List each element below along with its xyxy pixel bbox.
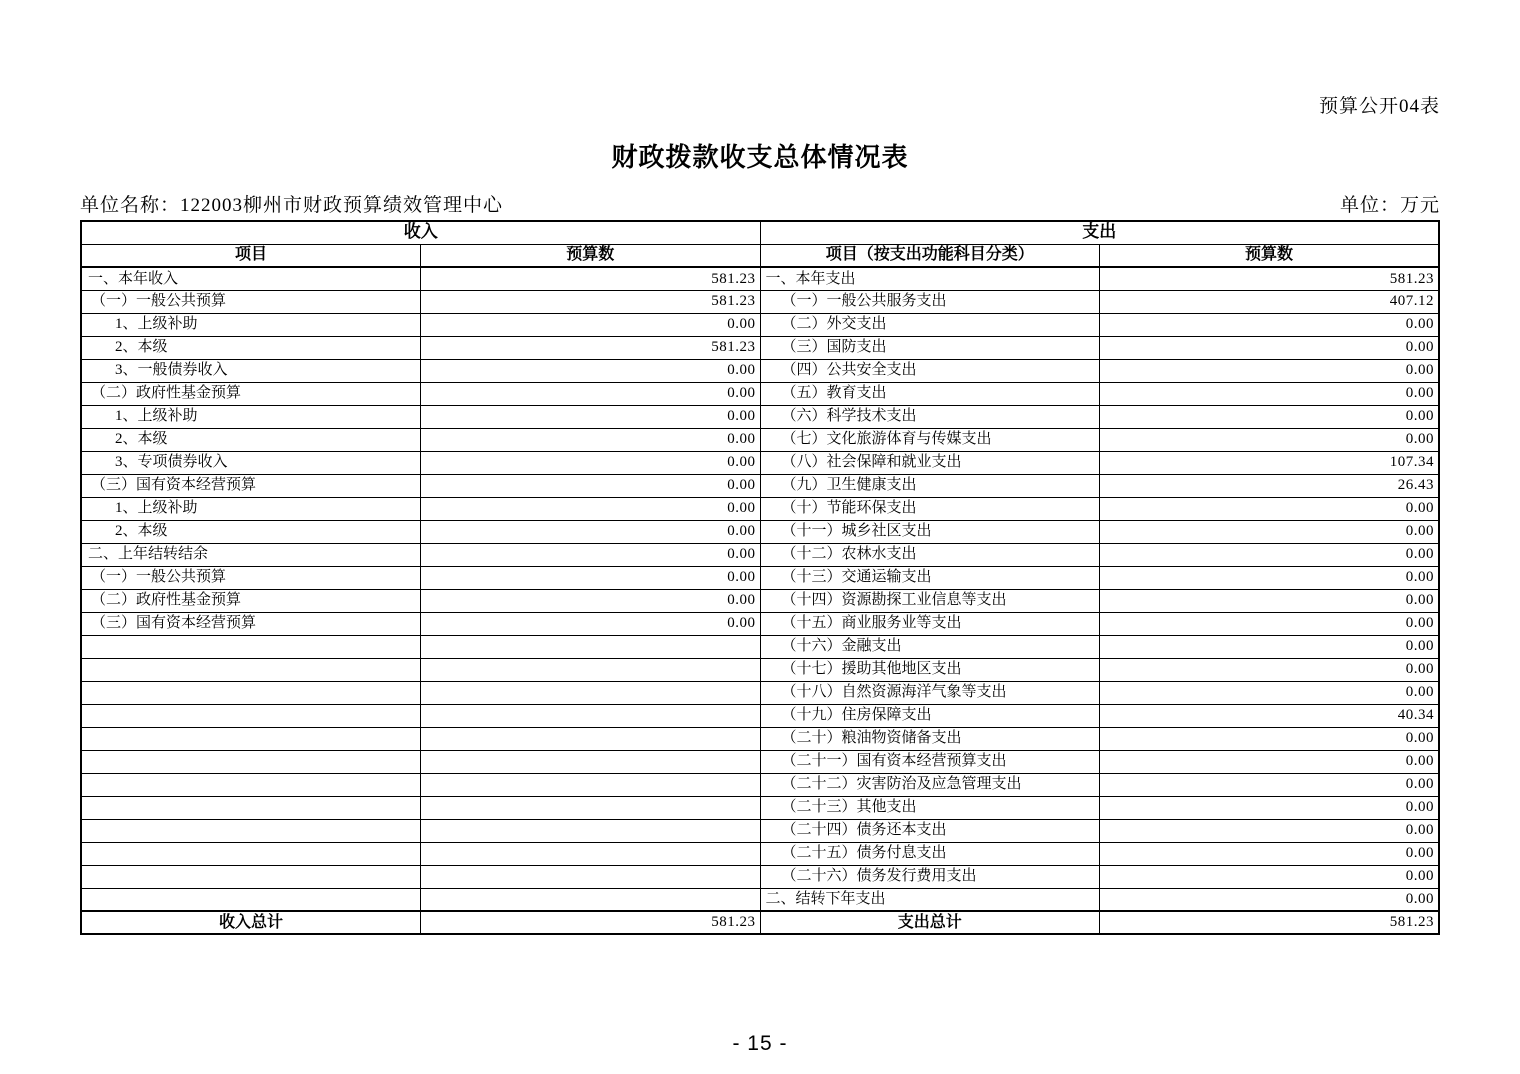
table-row bbox=[81, 474, 1439, 497]
expenditure-item-cell: （十四）资源勘探工业信息等支出 bbox=[760, 589, 1100, 612]
expenditure-budget-cell: 0.00 bbox=[1100, 819, 1440, 842]
income-item-cell: 2、本级 bbox=[81, 428, 421, 451]
expenditure-item-cell: （六）科学技术支出 bbox=[760, 405, 1100, 428]
table-row bbox=[81, 865, 1439, 888]
expenditure-budget-cell: 0.00 bbox=[1100, 865, 1440, 888]
expenditure-budget-column-header: 预算数 bbox=[1100, 244, 1440, 267]
income-budget-cell bbox=[421, 842, 761, 865]
income-item-cell: （一）一般公共预算 bbox=[81, 290, 421, 313]
income-budget-cell: 0.00 bbox=[421, 382, 761, 405]
income-budget-cell bbox=[421, 888, 761, 911]
expenditure-budget-cell: 0.00 bbox=[1100, 382, 1440, 405]
income-budget-cell bbox=[421, 727, 761, 750]
column-header-row bbox=[81, 244, 1439, 267]
expenditure-item-cell: （十六）金融支出 bbox=[760, 635, 1100, 658]
table-row bbox=[81, 566, 1439, 589]
income-item-cell bbox=[81, 635, 421, 658]
income-budget-cell bbox=[421, 704, 761, 727]
income-budget-cell: 0.00 bbox=[421, 405, 761, 428]
expenditure-budget-cell: 0.00 bbox=[1100, 658, 1440, 681]
income-item-cell bbox=[81, 658, 421, 681]
expenditure-item-cell: （三）国防支出 bbox=[760, 336, 1100, 359]
table-row bbox=[81, 497, 1439, 520]
table-row bbox=[81, 612, 1439, 635]
income-item-cell: （二）政府性基金预算 bbox=[81, 382, 421, 405]
income-budget-cell bbox=[421, 635, 761, 658]
table-row bbox=[81, 336, 1439, 359]
table-row bbox=[81, 681, 1439, 704]
expenditure-item-cell: （九）卫生健康支出 bbox=[760, 474, 1100, 497]
expenditure-budget-cell: 0.00 bbox=[1100, 543, 1440, 566]
expenditure-budget-cell: 0.00 bbox=[1100, 566, 1440, 589]
income-budget-cell: 0.00 bbox=[421, 428, 761, 451]
income-item-cell bbox=[81, 888, 421, 911]
expenditure-item-cell: （二十六）债务发行费用支出 bbox=[760, 865, 1100, 888]
income-item-cell: （三）国有资本经营预算 bbox=[81, 612, 421, 635]
income-item-cell: 3、专项债券收入 bbox=[81, 451, 421, 474]
unit-measure-label: 单位：万元 bbox=[1339, 195, 1440, 216]
income-budget-cell: 0.00 bbox=[421, 474, 761, 497]
budget-table bbox=[80, 220, 1440, 935]
expenditure-budget-cell: 0.00 bbox=[1100, 727, 1440, 750]
expenditure-item-cell: （十三）交通运输支出 bbox=[760, 566, 1100, 589]
expenditure-item-cell: （十九）住房保障支出 bbox=[760, 704, 1100, 727]
expenditure-budget-cell: 581.23 bbox=[1100, 267, 1440, 290]
table-row bbox=[81, 520, 1439, 543]
income-budget-column-header: 预算数 bbox=[421, 244, 761, 267]
form-number-label: 预算公开04表 bbox=[1318, 96, 1440, 117]
expenditure-budget-cell: 0.00 bbox=[1100, 635, 1440, 658]
expenditure-item-cell: （二十五）债务付息支出 bbox=[760, 842, 1100, 865]
table-row bbox=[81, 428, 1439, 451]
income-item-cell bbox=[81, 773, 421, 796]
expenditure-item-cell: （二十四）债务还本支出 bbox=[760, 819, 1100, 842]
expenditure-budget-cell: 0.00 bbox=[1100, 428, 1440, 451]
income-item-cell: 二、上年结转结余 bbox=[81, 543, 421, 566]
income-total-value: 581.23 bbox=[421, 911, 761, 934]
expenditure-section-header: 支出 bbox=[760, 221, 1439, 244]
income-budget-cell: 0.00 bbox=[421, 313, 761, 336]
unit-info-row bbox=[80, 190, 1440, 217]
expenditure-budget-cell: 0.00 bbox=[1100, 589, 1440, 612]
income-section-header: 收入 bbox=[81, 221, 760, 244]
income-budget-cell: 581.23 bbox=[421, 290, 761, 313]
table-row bbox=[81, 589, 1439, 612]
income-item-cell: 2、本级 bbox=[81, 520, 421, 543]
income-item-cell: 1、上级补助 bbox=[81, 497, 421, 520]
expenditure-budget-cell: 0.00 bbox=[1100, 313, 1440, 336]
table-row bbox=[81, 451, 1439, 474]
table-row bbox=[81, 313, 1439, 336]
income-budget-cell: 581.23 bbox=[421, 267, 761, 290]
section-header-row bbox=[81, 221, 1439, 244]
table-row bbox=[81, 359, 1439, 382]
income-budget-cell: 0.00 bbox=[421, 543, 761, 566]
expenditure-item-cell: （七）文化旅游体育与传媒支出 bbox=[760, 428, 1100, 451]
table-row bbox=[81, 405, 1439, 428]
expenditure-item-cell: （八）社会保障和就业支出 bbox=[760, 451, 1100, 474]
table-row bbox=[81, 819, 1439, 842]
income-item-cell bbox=[81, 727, 421, 750]
income-budget-cell: 0.00 bbox=[421, 497, 761, 520]
income-item-cell: 1、上级补助 bbox=[81, 405, 421, 428]
unit-name-label: 单位名称：122003柳州市财政预算绩效管理中心 bbox=[80, 195, 504, 216]
income-total-label: 收入总计 bbox=[81, 911, 421, 934]
table-row bbox=[81, 888, 1439, 911]
expenditure-budget-cell: 0.00 bbox=[1100, 888, 1440, 911]
income-item-cell bbox=[81, 865, 421, 888]
expenditure-item-cell: （十八）自然资源海洋气象等支出 bbox=[760, 681, 1100, 704]
expenditure-budget-cell: 0.00 bbox=[1100, 359, 1440, 382]
expenditure-budget-cell: 0.00 bbox=[1100, 612, 1440, 635]
expenditure-budget-cell: 40.34 bbox=[1100, 704, 1440, 727]
income-budget-cell bbox=[421, 773, 761, 796]
page-title: 财政拨款收支总体情况表 bbox=[611, 143, 909, 172]
expenditure-budget-cell: 0.00 bbox=[1100, 773, 1440, 796]
expenditure-budget-cell: 0.00 bbox=[1100, 681, 1440, 704]
table-row bbox=[81, 750, 1439, 773]
table-row bbox=[81, 842, 1439, 865]
income-item-cell: （三）国有资本经营预算 bbox=[81, 474, 421, 497]
income-item-cell bbox=[81, 704, 421, 727]
table-row bbox=[81, 382, 1439, 405]
table-row bbox=[81, 543, 1439, 566]
expenditure-item-cell: （十五）商业服务业等支出 bbox=[760, 612, 1100, 635]
table-row bbox=[81, 773, 1439, 796]
expenditure-item-column-header: 项目（按支出功能科目分类） bbox=[760, 244, 1100, 267]
income-item-cell bbox=[81, 842, 421, 865]
income-item-cell: （一）一般公共预算 bbox=[81, 566, 421, 589]
expenditure-budget-cell: 107.34 bbox=[1100, 451, 1440, 474]
expenditure-item-cell: （十一）城乡社区支出 bbox=[760, 520, 1100, 543]
income-item-cell bbox=[81, 819, 421, 842]
income-item-cell bbox=[81, 681, 421, 704]
expenditure-item-cell: （二十二）灾害防治及应急管理支出 bbox=[760, 773, 1100, 796]
page-number: - 15 - bbox=[732, 1032, 788, 1055]
expenditure-total-value: 581.23 bbox=[1100, 911, 1440, 934]
income-budget-cell bbox=[421, 681, 761, 704]
income-item-column-header: 项目 bbox=[81, 244, 421, 267]
income-item-cell: 一、本年收入 bbox=[81, 267, 421, 290]
income-budget-cell: 0.00 bbox=[421, 520, 761, 543]
expenditure-budget-cell: 0.00 bbox=[1100, 497, 1440, 520]
income-budget-cell: 0.00 bbox=[421, 566, 761, 589]
income-budget-cell: 0.00 bbox=[421, 359, 761, 382]
income-budget-cell bbox=[421, 658, 761, 681]
expenditure-budget-cell: 0.00 bbox=[1100, 750, 1440, 773]
income-budget-cell: 0.00 bbox=[421, 451, 761, 474]
income-item-cell: 2、本级 bbox=[81, 336, 421, 359]
expenditure-item-cell: （十）节能环保支出 bbox=[760, 497, 1100, 520]
expenditure-item-cell: （四）公共安全支出 bbox=[760, 359, 1100, 382]
expenditure-budget-cell: 0.00 bbox=[1100, 405, 1440, 428]
income-item-cell bbox=[81, 750, 421, 773]
expenditure-budget-cell: 0.00 bbox=[1100, 336, 1440, 359]
income-item-cell bbox=[81, 796, 421, 819]
total-row bbox=[81, 911, 1439, 934]
expenditure-item-cell: （二）外交支出 bbox=[760, 313, 1100, 336]
table-row bbox=[81, 290, 1439, 313]
expenditure-item-cell: （二十三）其他支出 bbox=[760, 796, 1100, 819]
expenditure-item-cell: （五）教育支出 bbox=[760, 382, 1100, 405]
income-budget-cell bbox=[421, 796, 761, 819]
expenditure-item-cell: 二、结转下年支出 bbox=[760, 888, 1100, 911]
income-budget-cell: 0.00 bbox=[421, 612, 761, 635]
income-budget-cell: 581.23 bbox=[421, 336, 761, 359]
expenditure-budget-cell: 407.12 bbox=[1100, 290, 1440, 313]
income-budget-cell bbox=[421, 865, 761, 888]
expenditure-budget-cell: 0.00 bbox=[1100, 520, 1440, 543]
table-row bbox=[81, 704, 1439, 727]
table-row bbox=[81, 727, 1439, 750]
expenditure-total-label: 支出总计 bbox=[760, 911, 1100, 934]
expenditure-budget-cell: 0.00 bbox=[1100, 842, 1440, 865]
expenditure-item-cell: （二十）粮油物资储备支出 bbox=[760, 727, 1100, 750]
table-row bbox=[81, 267, 1439, 290]
income-budget-cell bbox=[421, 819, 761, 842]
income-budget-cell: 0.00 bbox=[421, 589, 761, 612]
expenditure-item-cell: （十七）援助其他地区支出 bbox=[760, 658, 1100, 681]
income-item-cell: 3、一般债券收入 bbox=[81, 359, 421, 382]
income-item-cell: 1、上级补助 bbox=[81, 313, 421, 336]
table-row bbox=[81, 796, 1439, 819]
table-row bbox=[81, 635, 1439, 658]
table-row bbox=[81, 658, 1439, 681]
income-budget-cell bbox=[421, 750, 761, 773]
expenditure-budget-cell: 26.43 bbox=[1100, 474, 1440, 497]
expenditure-item-cell: （一）一般公共服务支出 bbox=[760, 290, 1100, 313]
expenditure-budget-cell: 0.00 bbox=[1100, 796, 1440, 819]
expenditure-item-cell: （二十一）国有资本经营预算支出 bbox=[760, 750, 1100, 773]
expenditure-item-cell: 一、本年支出 bbox=[760, 267, 1100, 290]
income-item-cell: （二）政府性基金预算 bbox=[81, 589, 421, 612]
expenditure-item-cell: （十二）农林水支出 bbox=[760, 543, 1100, 566]
